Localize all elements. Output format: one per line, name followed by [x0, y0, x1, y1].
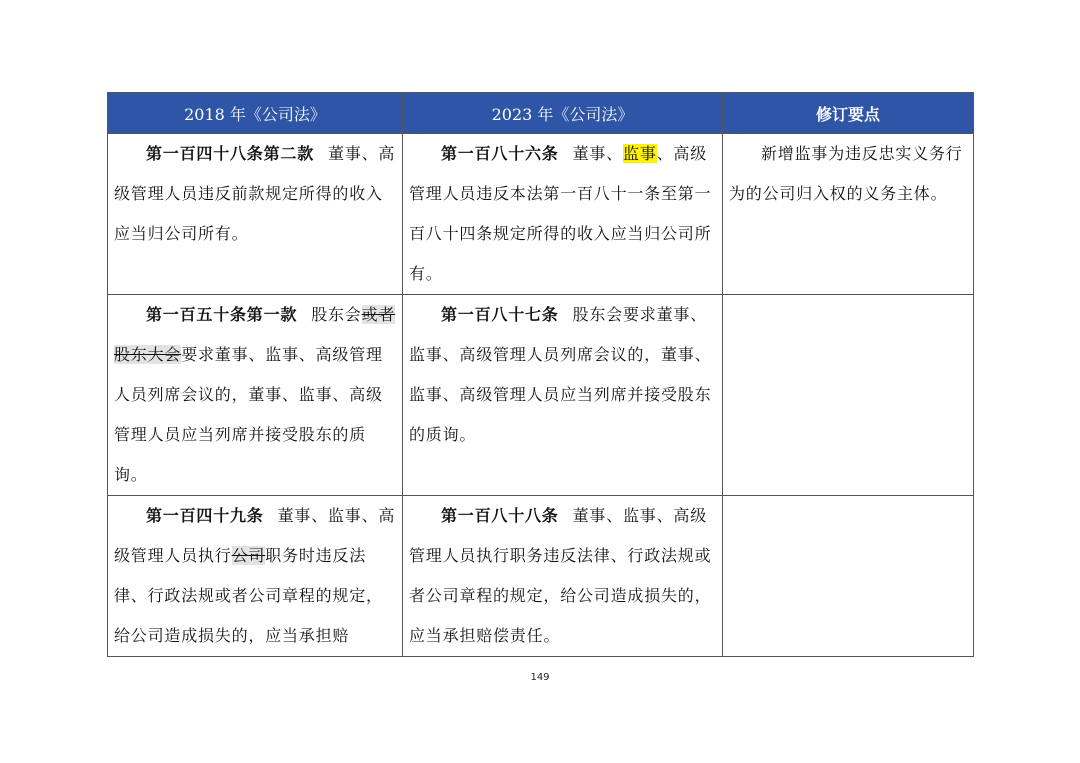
table-row [108, 295, 974, 496]
highlighted-text: 监事 [623, 144, 657, 163]
cell-2018-text [108, 134, 403, 295]
article-text: 董事、高级管理人员违反前款规定所得的收入应当归公司所有。 [114, 144, 396, 243]
article-text: 要求董事、监事、高级管理人员列席会议的，董事、监事、高级管理人员应当列席并接受股东的质询。 [114, 345, 383, 484]
table-header-row [108, 93, 974, 134]
table-row [108, 134, 974, 295]
article-text: 、高级管理人员违反本法第一百八十一条至第一百八十四条规定所得的收入应当归公司所有。 [409, 144, 712, 283]
revision-note-text: 新增监事为违反忠实义务行为的公司归入权的义务主体。 [729, 144, 963, 203]
header-revision-points: 修订要点 [723, 93, 974, 134]
article-text: 董事、监事、高级管理人员执行职务违反法律、行政法规或者公司章程的规定，给公司造成损失的，应当承担赔偿责任。 [409, 506, 712, 645]
article-number: 第一百八十六条 [441, 144, 559, 163]
cell-revision-note [723, 134, 974, 295]
header-2018-law: 2018 年《公司法》 [108, 93, 403, 134]
article-number: 第一百八十七条 [441, 305, 559, 324]
article-text: 董事、 [572, 144, 624, 163]
cell-2023-text [403, 295, 723, 496]
article-number: 第一百八十八条 [441, 506, 559, 525]
article-text: 董事、监事、高级管理人员执行 [114, 506, 396, 565]
cell-2023-text [403, 496, 723, 657]
cell-revision-note [723, 496, 974, 657]
page-number: 149 [530, 672, 550, 683]
article-text: 股东会要求董事、监事、高级管理人员列席会议的，董事、监事、高级管理人员应当列席并接受股东的质询。 [409, 305, 712, 444]
cell-revision-note [723, 295, 974, 496]
deleted-text: 公司 [231, 546, 266, 565]
article-text: 股东会 [311, 305, 362, 324]
article-text: 职务时违反法律、行政法规或者公司章程的规定，给公司造成损失的，应当承担赔 [114, 546, 383, 645]
deleted-text: 或者股东大会 [114, 305, 396, 364]
table-row [108, 496, 974, 657]
comparison-table [107, 92, 974, 657]
cell-2018-text [108, 496, 403, 657]
cell-2018-text [108, 295, 403, 496]
article-number: 第一百四十八条第二款 [146, 144, 315, 163]
cell-2023-text [403, 134, 723, 295]
article-number: 第一百四十九条 [146, 506, 264, 525]
article-number: 第一百五十条第一款 [146, 305, 298, 324]
header-2023-law: 2023 年《公司法》 [403, 93, 723, 134]
